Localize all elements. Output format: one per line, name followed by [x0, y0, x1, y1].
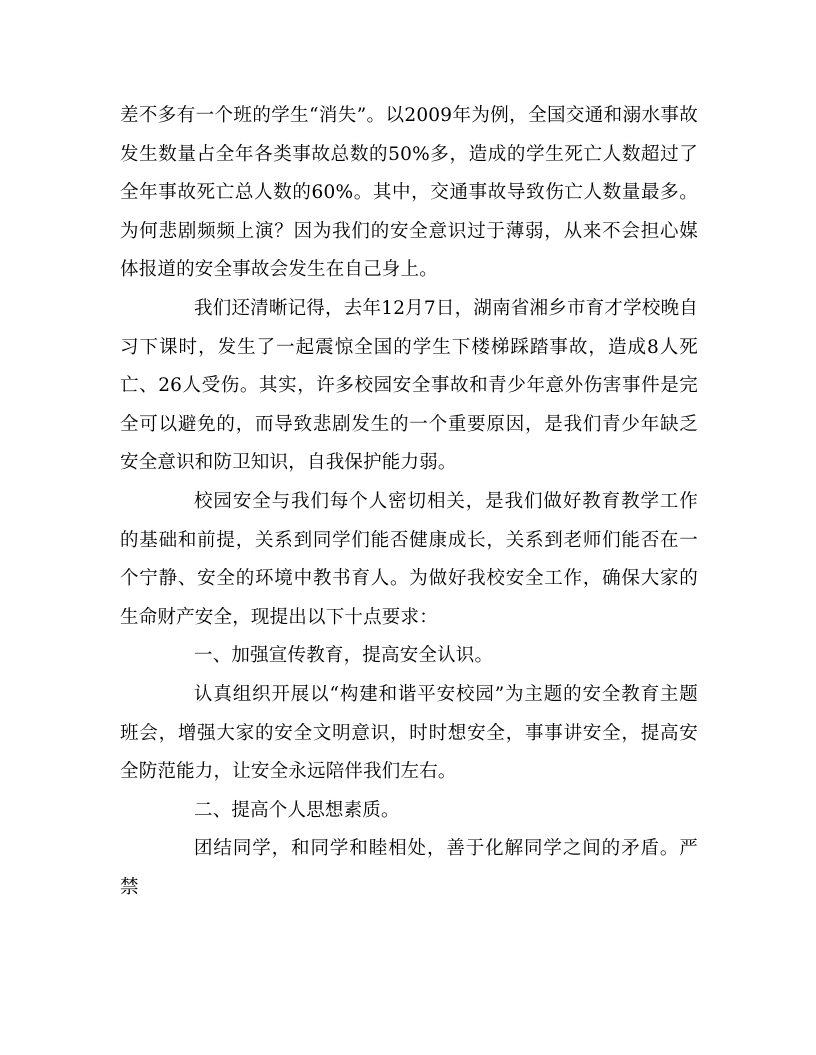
paragraph-safety-education: 认真组织开展以“构建和谐平安校园”为主题的安全教育主题班会，增强大家的安全文明意识，时时想安全，事事讲安全，提高安全防范能力，让安全永远陪伴我们左右。 [120, 683, 698, 783]
paragraph-unity: 团结同学，和同学和睦相处，善于化解同学之间的矛盾。严禁 [120, 838, 698, 898]
paragraph-campus-safety-intro: 校园安全与我们每个人密切相关，是我们做好教育教学工作的基础和前提，关系到同学们能否健康成长，关系到老师们能否在一个宁静、安全的环境中教书育人。为做好我校安全工作，确保大家的生命财产安全，现提出以下十点要求： [120, 490, 698, 628]
section-heading-2: 二、提高个人思想素质。 [194, 799, 400, 821]
section-heading-1: 一、加强宣传教育，提高安全认识。 [194, 645, 494, 667]
paragraph-stampede-incident: 我们还清晰记得，去年12月7日，湖南省湘乡市育才学校晚自习下课时，发生了一起震惊全国的学生下楼梯踩踏事故，造成8人死亡、26人受伤。其实，许多校园安全事故和青少年意外伤害事件是完全可以避免的，而导致悲剧发生的一个重要原因，是我们青少年缺乏安全意识和防卫知识，自我保护能力弱。 [120, 297, 698, 474]
document-body [120, 97, 698, 907]
paragraph-accident-statistics: 差不多有一个班的学生“消失”。以2009年为例，全国交通和溺水事故发生数量占全年各类事故总数的50%多，造成的学生死亡人数超过了全年事故死亡总人数的60%。其中，交通事故导致伤亡人数量最多。为何悲剧频频上演？因为我们的安全意识过于薄弱，从来不会担心媒体报道的安全事故会发生在自己身上。 [120, 105, 698, 281]
